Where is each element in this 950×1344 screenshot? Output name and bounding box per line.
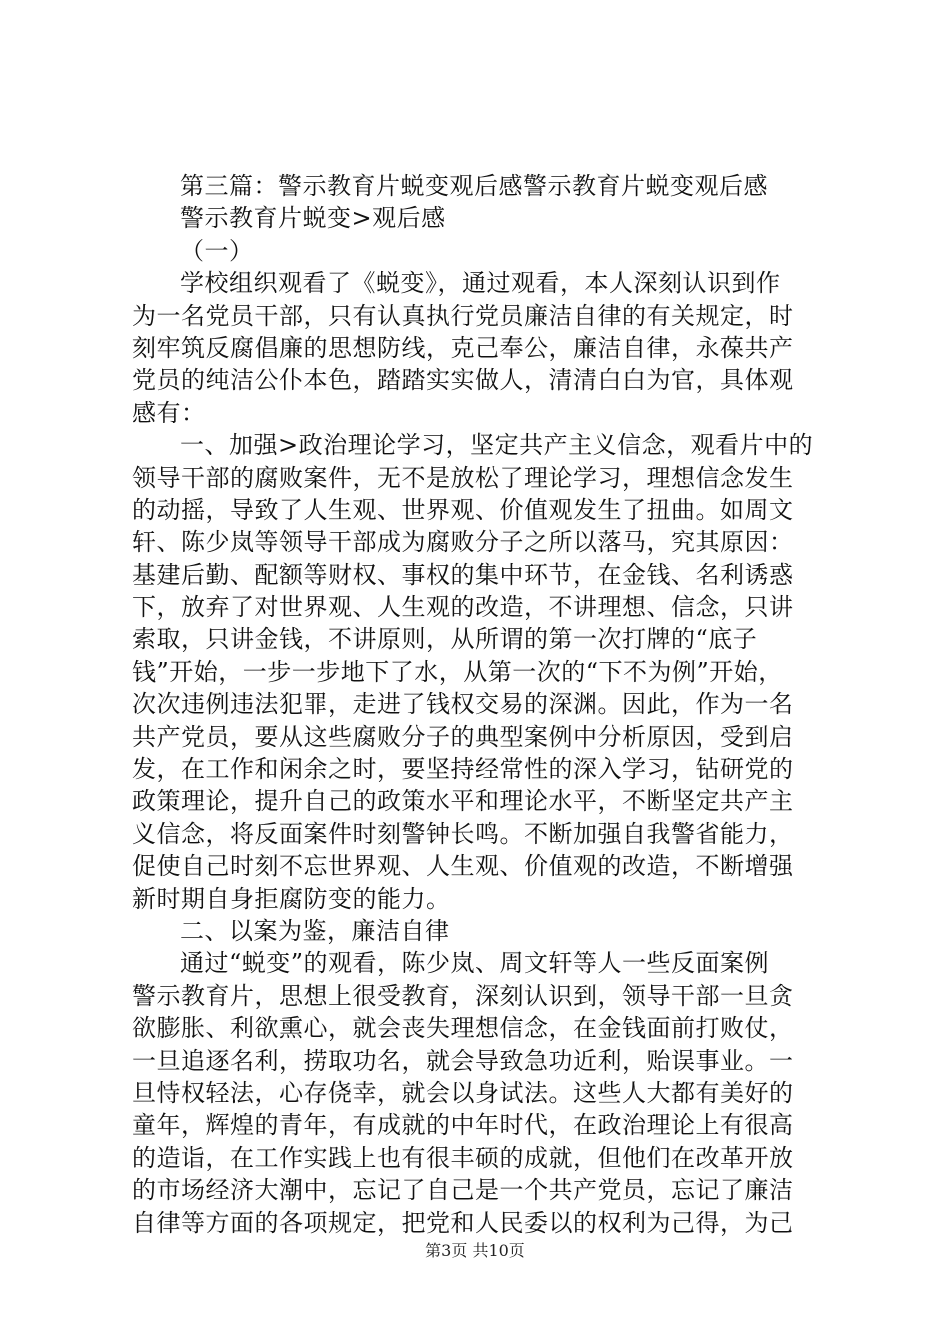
paragraph-line: 自律等方面的各项规定，把党和人民委以的权利为己得，为己 [132, 1208, 794, 1237]
section-mark: （一） [180, 236, 254, 265]
paragraph-line: 共产党员，要从这些腐败分子的典型案例中分析原因，受到启 [132, 722, 794, 751]
paragraph-line: 新时期自身拒腐防变的能力。 [132, 884, 451, 913]
paragraph-line: 为一名党员干部，只有认真执行党员廉洁自律的有关规定，时 [132, 301, 794, 330]
section-heading: 二、以案为鉴，廉洁自律 [180, 916, 450, 945]
paragraph-line: 旦恃权轻法，心存侥幸，就会以身试法。这些人大都有美好的 [132, 1078, 794, 1107]
paragraph-line: 下，放弃了对世界观、人生观的改造，不讲理想、信念，只讲 [132, 593, 794, 622]
paragraph-line: 发，在工作和闲余之时，要坚持经常性的深入学习，钻研党的 [132, 755, 794, 784]
paragraph-line: 警示教育片，思想上很受教育，深刻认识到，领导干部一旦贪 [132, 981, 794, 1010]
paragraph-line: 童年，辉煌的青年，有成就的中年时代，在政治理论上有很高 [132, 1111, 794, 1140]
paragraph-line: 通过“蜕变”的观看，陈少岚、周文轩等人一些反面案例 [180, 949, 770, 978]
paragraph-line: 的造诣，在工作实践上也有很丰硕的成就，但他们在改革开放 [132, 1143, 794, 1172]
paragraph-line: 次次违例违法犯罪，走进了钱权交易的深渊。因此，作为一名 [132, 690, 794, 719]
paragraph-line: 一旦追逐名利，捞取功名，就会导致急功近利，贻误事业。一 [132, 1046, 794, 1075]
paragraph-line: 党员的纯洁公仆本色，踏踏实实做人，清清白白为官，具体观 [132, 366, 794, 395]
paragraph-line: 政策理论，提升自己的政策水平和理论水平，不断坚定共产主 [132, 787, 794, 816]
paragraph-line: 钱”开始，一步一步地下了水，从第一次的“下不为例”开始， [132, 657, 783, 686]
paragraph-line: 的动摇，导致了人生观、世界观、价值观发生了扭曲。如周文 [132, 495, 794, 524]
paragraph-line: 的市场经济大潮中，忘记了自己是一个共产党员，忘记了廉洁 [132, 1176, 794, 1205]
paragraph-line: 索取，只讲金钱，不讲原则，从所谓的第一次打牌的“底子 [132, 625, 758, 654]
document-title: 第三篇：警示教育片蜕变观后感警示教育片蜕变观后感 [180, 172, 768, 200]
paragraph-line: 义信念，将反面案件时刻警钟长鸣。不断加强自我警省能力， [132, 819, 794, 848]
paragraph-line: 促使自己时刻不忘世界观、人生观、价值观的改造，不断增强 [132, 852, 794, 881]
paragraph-line: 感有： [132, 398, 206, 427]
paragraph-line: 基建后勤、配额等财权、事权的集中环节，在金钱、名利诱惑 [132, 560, 794, 589]
page-footer: 第3页 共10页 [425, 1241, 525, 1260]
paragraph-line: 轩、陈少岚等领导干部成为腐败分子之所以落马，究其原因： [132, 528, 794, 557]
paragraph-line: 欲膨胀、利欲熏心，就会丧失理想信念，在金钱面前打败仗， [132, 1014, 794, 1043]
paragraph-line: 学校组织观看了《蜕变》，通过观看，本人深刻认识到作 [180, 269, 781, 298]
document-subtitle: 警示教育片蜕变>观后感 [180, 204, 446, 233]
paragraph-line: 领导干部的腐败案件，无不是放松了理论学习，理想信念发生 [132, 463, 794, 492]
paragraph-line: 一、加强>政治理论学习，坚定共产主义信念，观看片中的 [180, 431, 814, 460]
paragraph-line: 刻牢筑反腐倡廉的思想防线，克己奉公，廉洁自律，永葆共产 [132, 333, 794, 362]
document-body [132, 170, 832, 1239]
